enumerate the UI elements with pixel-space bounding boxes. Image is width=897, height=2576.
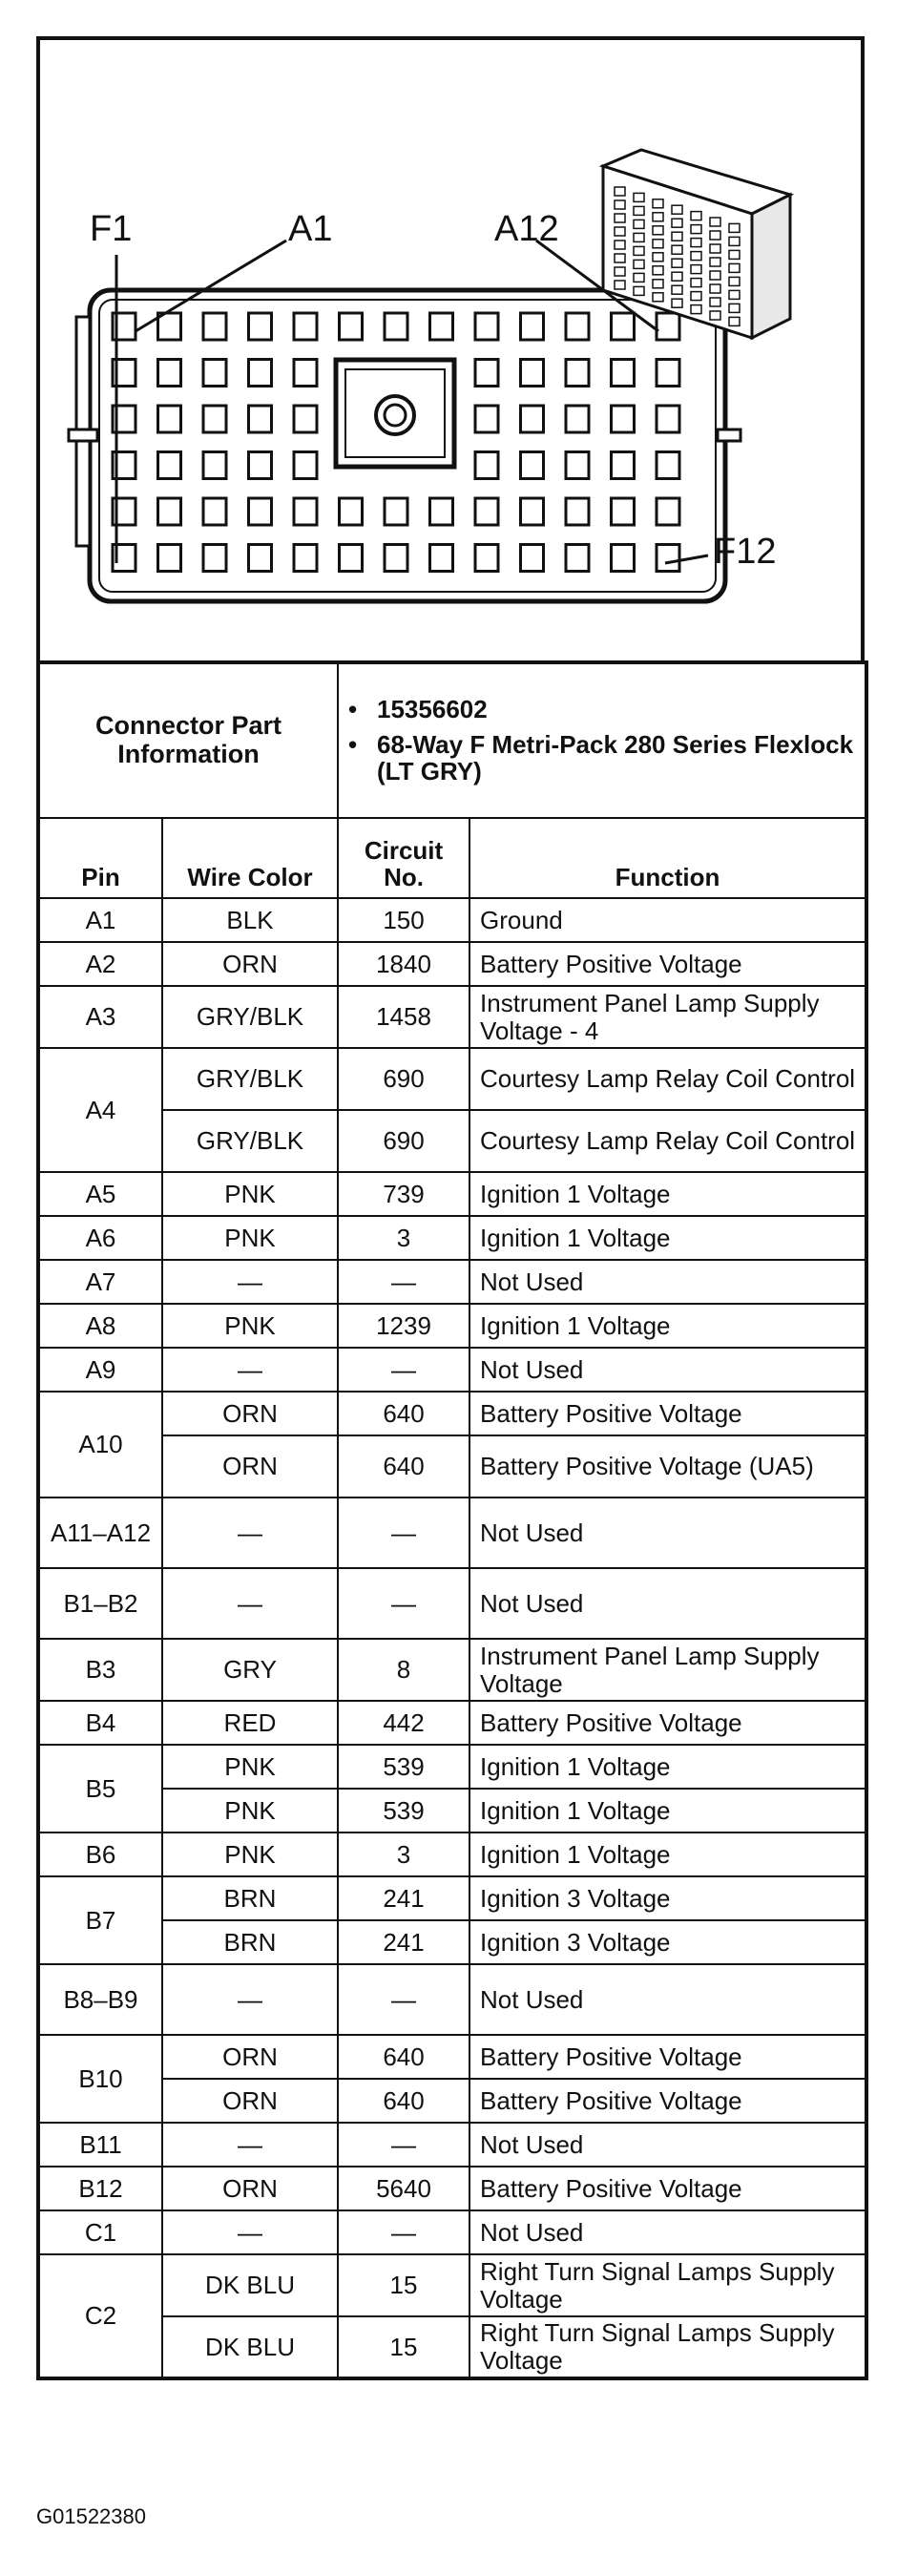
table-row	[38, 1216, 866, 1260]
cell-wire-color: ORN	[162, 942, 338, 986]
pin-cavity	[158, 406, 181, 432]
cell-pin: B11	[38, 2123, 162, 2167]
cell-function: Not Used	[469, 1497, 866, 1568]
cell-function: Battery Positive Voltage (UA5)	[469, 1435, 866, 1497]
pin-cavity	[203, 498, 226, 525]
cell-pin: C1	[38, 2210, 162, 2254]
perspective-cavity	[653, 226, 663, 235]
table-row	[38, 1639, 866, 1701]
cell-circuit-no: 8	[338, 1639, 469, 1701]
pin-cavity	[612, 545, 635, 572]
cell-wire-color: RED	[162, 1701, 338, 1745]
header-circuit-no: Circuit No.	[338, 818, 469, 898]
pin-cavity	[294, 313, 317, 340]
table-row	[38, 1876, 866, 1920]
cell-wire-color: BRN	[162, 1876, 338, 1920]
perspective-cavity	[634, 260, 644, 268]
perspective-cavity	[710, 311, 720, 320]
perspective-cavity	[691, 212, 701, 220]
cell-pin: A4	[38, 1048, 162, 1172]
perspective-cavity	[729, 223, 740, 232]
cell-wire-color: ORN	[162, 1392, 338, 1435]
pin-cavity	[657, 313, 679, 340]
pin-cavity	[249, 545, 272, 572]
connector-info-row	[38, 662, 866, 818]
perspective-cavity	[653, 266, 663, 275]
cell-pin: A8	[38, 1304, 162, 1348]
pin-cavity	[566, 498, 589, 525]
table-row	[38, 2167, 866, 2210]
table-row	[38, 2210, 866, 2254]
perspective-cavity	[653, 293, 663, 302]
connector-illustration	[40, 40, 861, 660]
connector-info-details	[338, 662, 866, 818]
pin-cavity	[475, 545, 498, 572]
perspective-cavity	[634, 273, 644, 282]
cell-wire-color: GRY/BLK	[162, 986, 338, 1048]
pin-cavity	[566, 452, 589, 479]
header-wire-color: Wire Color	[162, 818, 338, 898]
perspective-cavity	[634, 220, 644, 228]
pin-cavity	[294, 498, 317, 525]
pin-cavity	[294, 545, 317, 572]
cell-circuit-no: 640	[338, 1392, 469, 1435]
cell-circuit-no: 3	[338, 1833, 469, 1876]
pin-cavity	[203, 313, 226, 340]
cell-function: Ignition 1 Voltage	[469, 1789, 866, 1833]
cell-pin: B1–B2	[38, 1568, 162, 1639]
perspective-cavity	[634, 206, 644, 215]
table-row	[38, 2123, 866, 2167]
perspective-cavity	[615, 214, 625, 222]
cell-circuit-no: —	[338, 1348, 469, 1392]
table-row	[38, 1110, 866, 1172]
cell-pin: A5	[38, 1172, 162, 1216]
pin-cavity	[566, 406, 589, 432]
cell-pin: A1	[38, 898, 162, 942]
pin-cavity	[475, 406, 498, 432]
table-row	[38, 1920, 866, 1964]
perspective-cavity	[672, 285, 682, 294]
header-row	[38, 818, 866, 898]
cell-wire-color: GRY	[162, 1639, 338, 1701]
perspective-cavity	[710, 258, 720, 266]
header-pin: Pin	[38, 818, 162, 898]
cell-circuit-no: 150	[338, 898, 469, 942]
pin-cavity	[203, 406, 226, 432]
table-row	[38, 1048, 866, 1110]
perspective-cavity	[615, 267, 625, 276]
part-number: 15356602	[377, 695, 488, 724]
cell-pin: B7	[38, 1876, 162, 1964]
cell-wire-color: GRY/BLK	[162, 1048, 338, 1110]
table-row	[38, 1304, 866, 1348]
perspective-cavity	[672, 259, 682, 267]
pin-cavity	[203, 452, 226, 479]
cell-circuit-no: 1458	[338, 986, 469, 1048]
pin-cavity	[294, 452, 317, 479]
cell-circuit-no: —	[338, 1568, 469, 1639]
perspective-cavity	[710, 271, 720, 280]
pin-cavity	[385, 498, 407, 525]
cell-function: Courtesy Lamp Relay Coil Control	[469, 1110, 866, 1172]
cell-function: Not Used	[469, 1568, 866, 1639]
perspective-cavity	[672, 232, 682, 241]
perspective-cavity	[691, 279, 701, 287]
perspective-cavity	[710, 218, 720, 226]
perspective-cavity	[691, 305, 701, 314]
cell-wire-color: ORN	[162, 2079, 338, 2123]
cell-function: Ignition 1 Voltage	[469, 1833, 866, 1876]
perspective-cavity	[691, 225, 701, 234]
perspective-cavity	[653, 213, 663, 221]
pin-cavity	[203, 545, 226, 572]
pin-cavity	[657, 406, 679, 432]
pin-cavity	[249, 452, 272, 479]
cell-circuit-no: 1840	[338, 942, 469, 986]
cell-function: Battery Positive Voltage	[469, 2035, 866, 2079]
pin-cavity	[249, 313, 272, 340]
cell-pin: B4	[38, 1701, 162, 1745]
pin-cavity	[566, 313, 589, 340]
header-function: Function	[469, 818, 866, 898]
cell-function: Ignition 1 Voltage	[469, 1172, 866, 1216]
cell-circuit-no: 640	[338, 2035, 469, 2079]
pin-cavity	[158, 545, 181, 572]
cell-wire-color: PNK	[162, 1745, 338, 1789]
perspective-cavity	[634, 233, 644, 241]
cell-circuit-no: —	[338, 1964, 469, 2035]
perspective-cavity	[729, 304, 740, 312]
perspective-cavity	[729, 263, 740, 272]
cell-function: Not Used	[469, 1348, 866, 1392]
perspective-cavity	[710, 244, 720, 253]
pinout-table	[36, 660, 868, 2380]
info-item: • 15356602	[348, 695, 488, 724]
pin-cavity	[612, 452, 635, 479]
pin-cavity	[294, 406, 317, 432]
cell-function: Not Used	[469, 2210, 866, 2254]
pin-cavity	[340, 313, 363, 340]
right-latch-tab	[718, 429, 741, 441]
perspective-cavity	[691, 252, 701, 261]
table-row	[38, 986, 866, 1048]
cell-pin: B10	[38, 2035, 162, 2123]
cell-function: Right Turn Signal Lamps Supply Voltage	[469, 2316, 866, 2378]
connector-description: 68-Way F Metri-Pack 280 Series Flexlock (LT GRY)	[377, 729, 854, 786]
perspective-cavity	[615, 254, 625, 262]
pin-cavity	[657, 545, 679, 572]
cell-function: Right Turn Signal Lamps Supply Voltage	[469, 2254, 866, 2316]
perspective-cavity	[710, 298, 720, 306]
pin-cavity	[521, 545, 544, 572]
perspective-cavity	[615, 200, 625, 209]
perspective-cavity	[672, 272, 682, 281]
perspective-cavity	[691, 265, 701, 274]
perspective-cavity	[672, 219, 682, 227]
table-row	[38, 2035, 866, 2079]
cell-wire-color: DK BLU	[162, 2254, 338, 2316]
table-row	[38, 1435, 866, 1497]
cell-wire-color: GRY/BLK	[162, 1110, 338, 1172]
cell-function: Ignition 1 Voltage	[469, 1745, 866, 1789]
pin-cavity	[521, 360, 544, 387]
cell-function: Not Used	[469, 1260, 866, 1304]
cell-function: Battery Positive Voltage	[469, 942, 866, 986]
figure-id: G01522380	[36, 2504, 146, 2528]
cell-pin: B6	[38, 1833, 162, 1876]
perspective-cavity	[615, 187, 625, 196]
cell-circuit-no: 241	[338, 1920, 469, 1964]
pin-cavity	[475, 360, 498, 387]
pin-cavity	[430, 545, 453, 572]
cell-wire-color: ORN	[162, 1435, 338, 1497]
perspective-cavity	[634, 286, 644, 295]
table-row	[38, 942, 866, 986]
cell-pin: B3	[38, 1639, 162, 1701]
perspective-cavity	[615, 227, 625, 236]
cell-circuit-no: 15	[338, 2254, 469, 2316]
pin-cavity	[612, 498, 635, 525]
pin-cavity	[340, 545, 363, 572]
pin-cavity	[294, 360, 317, 387]
cell-wire-color: PNK	[162, 1833, 338, 1876]
pin-cavity	[521, 498, 544, 525]
cell-wire-color: PNK	[162, 1216, 338, 1260]
pin-cavity	[203, 360, 226, 387]
pin-cavity	[158, 452, 181, 479]
cell-wire-color: —	[162, 1260, 338, 1304]
perspective-cavity	[653, 253, 663, 262]
pin-cavity	[475, 452, 498, 479]
cell-circuit-no: —	[338, 1497, 469, 1568]
pin-cavity	[385, 313, 407, 340]
perspective-cavity	[729, 290, 740, 299]
cell-function: Not Used	[469, 2123, 866, 2167]
pin-cavity	[566, 360, 589, 387]
connector-info-label: Connector Part Information	[38, 662, 338, 818]
cell-pin: A3	[38, 986, 162, 1048]
label-f1: F1	[90, 209, 133, 249]
cell-function: Not Used	[469, 1964, 866, 2035]
cell-function: Ground	[469, 898, 866, 942]
pin-cavity	[430, 313, 453, 340]
pin-cavity	[521, 452, 544, 479]
cell-function: Battery Positive Voltage	[469, 2079, 866, 2123]
cell-pin: B5	[38, 1745, 162, 1833]
table-row	[38, 1964, 866, 2035]
pin-cavity	[566, 545, 589, 572]
cell-function: Ignition 3 Voltage	[469, 1876, 866, 1920]
info-item: • 68-Way F Metri-Pack 280 Series Flexlock (LT GRY)	[348, 729, 854, 786]
perspective-cavity	[672, 205, 682, 214]
perspective-cavity	[729, 250, 740, 259]
perspective-cavity	[672, 245, 682, 254]
cell-pin: A2	[38, 942, 162, 986]
cell-function: Instrument Panel Lamp Supply Voltage	[469, 1639, 866, 1701]
cell-function: Ignition 1 Voltage	[469, 1216, 866, 1260]
table-row	[38, 1348, 866, 1392]
cell-function: Ignition 1 Voltage	[469, 1304, 866, 1348]
perspective-cavity	[615, 241, 625, 249]
cell-wire-color: —	[162, 2210, 338, 2254]
perspective-cavity	[729, 277, 740, 285]
table-row	[38, 1392, 866, 1435]
cell-circuit-no: —	[338, 1260, 469, 1304]
pin-cavity	[612, 313, 635, 340]
perspective-cavity	[729, 237, 740, 245]
cell-circuit-no: 690	[338, 1110, 469, 1172]
connector-diagram	[36, 36, 865, 660]
connector-sheet	[36, 36, 865, 2380]
perspective-cavity	[634, 246, 644, 255]
table-row	[38, 1497, 866, 1568]
cell-wire-color: —	[162, 1348, 338, 1392]
table-row	[38, 1789, 866, 1833]
cell-circuit-no: 5640	[338, 2167, 469, 2210]
cell-pin: B12	[38, 2167, 162, 2210]
cell-circuit-no: 640	[338, 2079, 469, 2123]
cell-wire-color: PNK	[162, 1172, 338, 1216]
table-row	[38, 1260, 866, 1304]
table-row	[38, 1568, 866, 1639]
perspective-cavity	[710, 231, 720, 240]
cell-pin: A6	[38, 1216, 162, 1260]
cell-function: Ignition 3 Voltage	[469, 1920, 866, 1964]
table-row	[38, 1701, 866, 1745]
perspective-cavity	[729, 317, 740, 325]
perspective-cavity	[691, 292, 701, 301]
label-a12: A12	[494, 209, 559, 249]
pin-cavity	[249, 498, 272, 525]
cell-wire-color: PNK	[162, 1304, 338, 1348]
pin-cavity	[521, 406, 544, 432]
perspective-cavity	[653, 240, 663, 248]
cell-circuit-no: 15	[338, 2316, 469, 2378]
cell-pin: A9	[38, 1348, 162, 1392]
cell-circuit-no: 739	[338, 1172, 469, 1216]
cell-circuit-no: 690	[338, 1048, 469, 1110]
pin-cavity	[657, 498, 679, 525]
cell-circuit-no: 442	[338, 1701, 469, 1745]
cell-wire-color: ORN	[162, 2167, 338, 2210]
perspective-cavity	[672, 299, 682, 307]
cell-circuit-no: 3	[338, 1216, 469, 1260]
pin-cavity	[475, 313, 498, 340]
cell-wire-color: DK BLU	[162, 2316, 338, 2378]
perspective-cavity	[634, 193, 644, 201]
pin-cavity	[521, 313, 544, 340]
table-row	[38, 1172, 866, 1216]
label-a1: A1	[288, 209, 333, 249]
cell-wire-color: —	[162, 1497, 338, 1568]
cell-function: Battery Positive Voltage	[469, 2167, 866, 2210]
table-row	[38, 1745, 866, 1789]
table-row	[38, 2079, 866, 2123]
pin-cavity	[657, 452, 679, 479]
pin-cavity	[612, 360, 635, 387]
cell-pin: A10	[38, 1392, 162, 1497]
cell-circuit-no: —	[338, 2210, 469, 2254]
cell-function: Battery Positive Voltage	[469, 1701, 866, 1745]
perspective-cavity	[691, 239, 701, 247]
pin-cavity	[657, 360, 679, 387]
cell-circuit-no: 1239	[338, 1304, 469, 1348]
cell-circuit-no: 640	[338, 1435, 469, 1497]
pin-cavity	[158, 498, 181, 525]
table-row	[38, 2254, 866, 2316]
cell-wire-color: —	[162, 1964, 338, 2035]
center-lock	[336, 360, 454, 467]
cell-function: Instrument Panel Lamp Supply Voltage - 4	[469, 986, 866, 1048]
pin-cavity	[430, 498, 453, 525]
cell-wire-color: —	[162, 2123, 338, 2167]
table-row	[38, 1833, 866, 1876]
cell-wire-color: BRN	[162, 1920, 338, 1964]
left-latch-tab	[69, 429, 97, 441]
pin-cavity	[475, 498, 498, 525]
cell-wire-color: ORN	[162, 2035, 338, 2079]
cell-wire-color: PNK	[162, 1789, 338, 1833]
pin-cavity	[249, 360, 272, 387]
cell-circuit-no: —	[338, 2123, 469, 2167]
perspective-cavity	[615, 281, 625, 289]
cell-circuit-no: 539	[338, 1745, 469, 1789]
cell-circuit-no: 539	[338, 1789, 469, 1833]
perspective-cavity	[710, 284, 720, 293]
perspective-cavity	[653, 280, 663, 288]
table-row	[38, 898, 866, 942]
cell-pin: A11–A12	[38, 1497, 162, 1568]
pin-cavity	[340, 498, 363, 525]
cell-pin: C2	[38, 2254, 162, 2378]
pin-cavity	[158, 360, 181, 387]
pin-cavity	[612, 406, 635, 432]
cell-pin: B8–B9	[38, 1964, 162, 2035]
cell-function: Courtesy Lamp Relay Coil Control	[469, 1048, 866, 1110]
label-f12: F12	[714, 532, 777, 572]
cell-wire-color: —	[162, 1568, 338, 1639]
table-row	[38, 2316, 866, 2378]
cell-pin: A7	[38, 1260, 162, 1304]
pin-cavity	[385, 545, 407, 572]
perspective-cavity	[653, 199, 663, 208]
pin-cavity	[249, 406, 272, 432]
cell-circuit-no: 241	[338, 1876, 469, 1920]
cell-function: Battery Positive Voltage	[469, 1392, 866, 1435]
cell-wire-color: BLK	[162, 898, 338, 942]
